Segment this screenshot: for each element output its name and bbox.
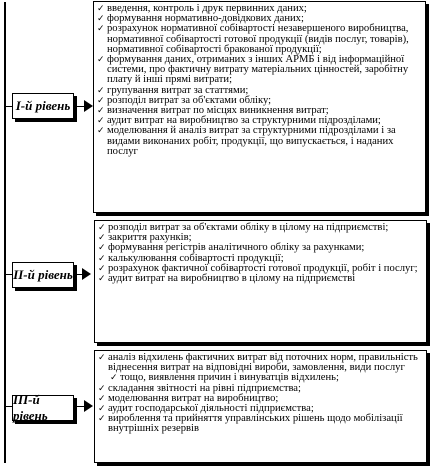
task-item: ✓ групування витрат за статтями; [97, 86, 421, 96]
task-item: ✓ визначення витрат по місцях виникнення витрат; [97, 106, 421, 116]
task-item: ✓ введення, контроль і друк первинних даних; [97, 4, 421, 14]
task-item: ✓ розподіл витрат за об'єктами обліку; [97, 96, 421, 106]
task-item: ✓ аудит витрат на виробництво в цілому на підприємстві [98, 274, 422, 284]
task-item: ✓ калькулювання собівартості продукції; [98, 254, 422, 264]
level-3-tasks-box [94, 350, 427, 463]
task-item: ✓ аналіз відхилень фактичних витрат від поточних норм, правильність віднесення витрат на відповідні вироби, замовлення, види послуг [98, 353, 422, 373]
task-item: ✓ розрахунок нормативної собівартості незавершеного виробництва, нормативної собівартості готової продукції (видів послуг, товарів), нормативної собівартості бракованої продукції; [97, 24, 421, 55]
task-item: ✓ моделювання витрат на виробництво; [98, 394, 422, 404]
arrow-right-icon [84, 400, 93, 412]
level-1-label: I-й рівень [12, 93, 74, 119]
task-item: ✓ аудит господарської діяльності підприємства; [98, 404, 422, 414]
arrow-right-icon [84, 100, 93, 112]
task-item: ✓ формування регістрів аналітичного обліку за рахунками; [98, 243, 422, 253]
task-item: ✓ розподіл витрат за об'єктами обліку в цілому на підприємстві; [98, 223, 422, 233]
task-item: ✓ вироблення та прийняття управлінських рішень щодо мобілізації внутрішніх резервів [98, 414, 422, 434]
vertical-connector-line [4, 2, 6, 463]
task-item: ✓ складання звітності на рівні підприємства; [98, 384, 422, 394]
task-item: ✓ аудит витрат на виробництво за структурними підрозділами; [97, 116, 421, 126]
task-item: ✓ формування нормативно-довідкових даних; [97, 14, 421, 24]
level-3-label: ІІІ-й рівень [12, 395, 74, 421]
level-2-label: ІІ-й рівень [12, 262, 74, 288]
task-item: ✓ моделювання й аналіз витрат за структурними підрозділами і за видами виконаних робіт, продукції, що випускається, і наданих послуг [97, 126, 421, 157]
arrow-right-icon [82, 268, 91, 280]
level-2-tasks-box [94, 220, 427, 343]
level-1-tasks-box [93, 1, 426, 213]
task-item: ✓ формування даних, отриманих з інших АРМБ і від інформаційної системи, про фактичну витрату матеріальних цінностей, заробітну плату й інші прямі витрати; [97, 55, 421, 86]
task-item: ✓ тощо, виявлення причин і винуватців відхилень; [98, 373, 422, 383]
task-item: ✓ розрахунок фактичної собівартості готової продукції, робіт і послуг; [98, 264, 422, 274]
task-item: ✓ закриття рахунків; [98, 233, 422, 243]
